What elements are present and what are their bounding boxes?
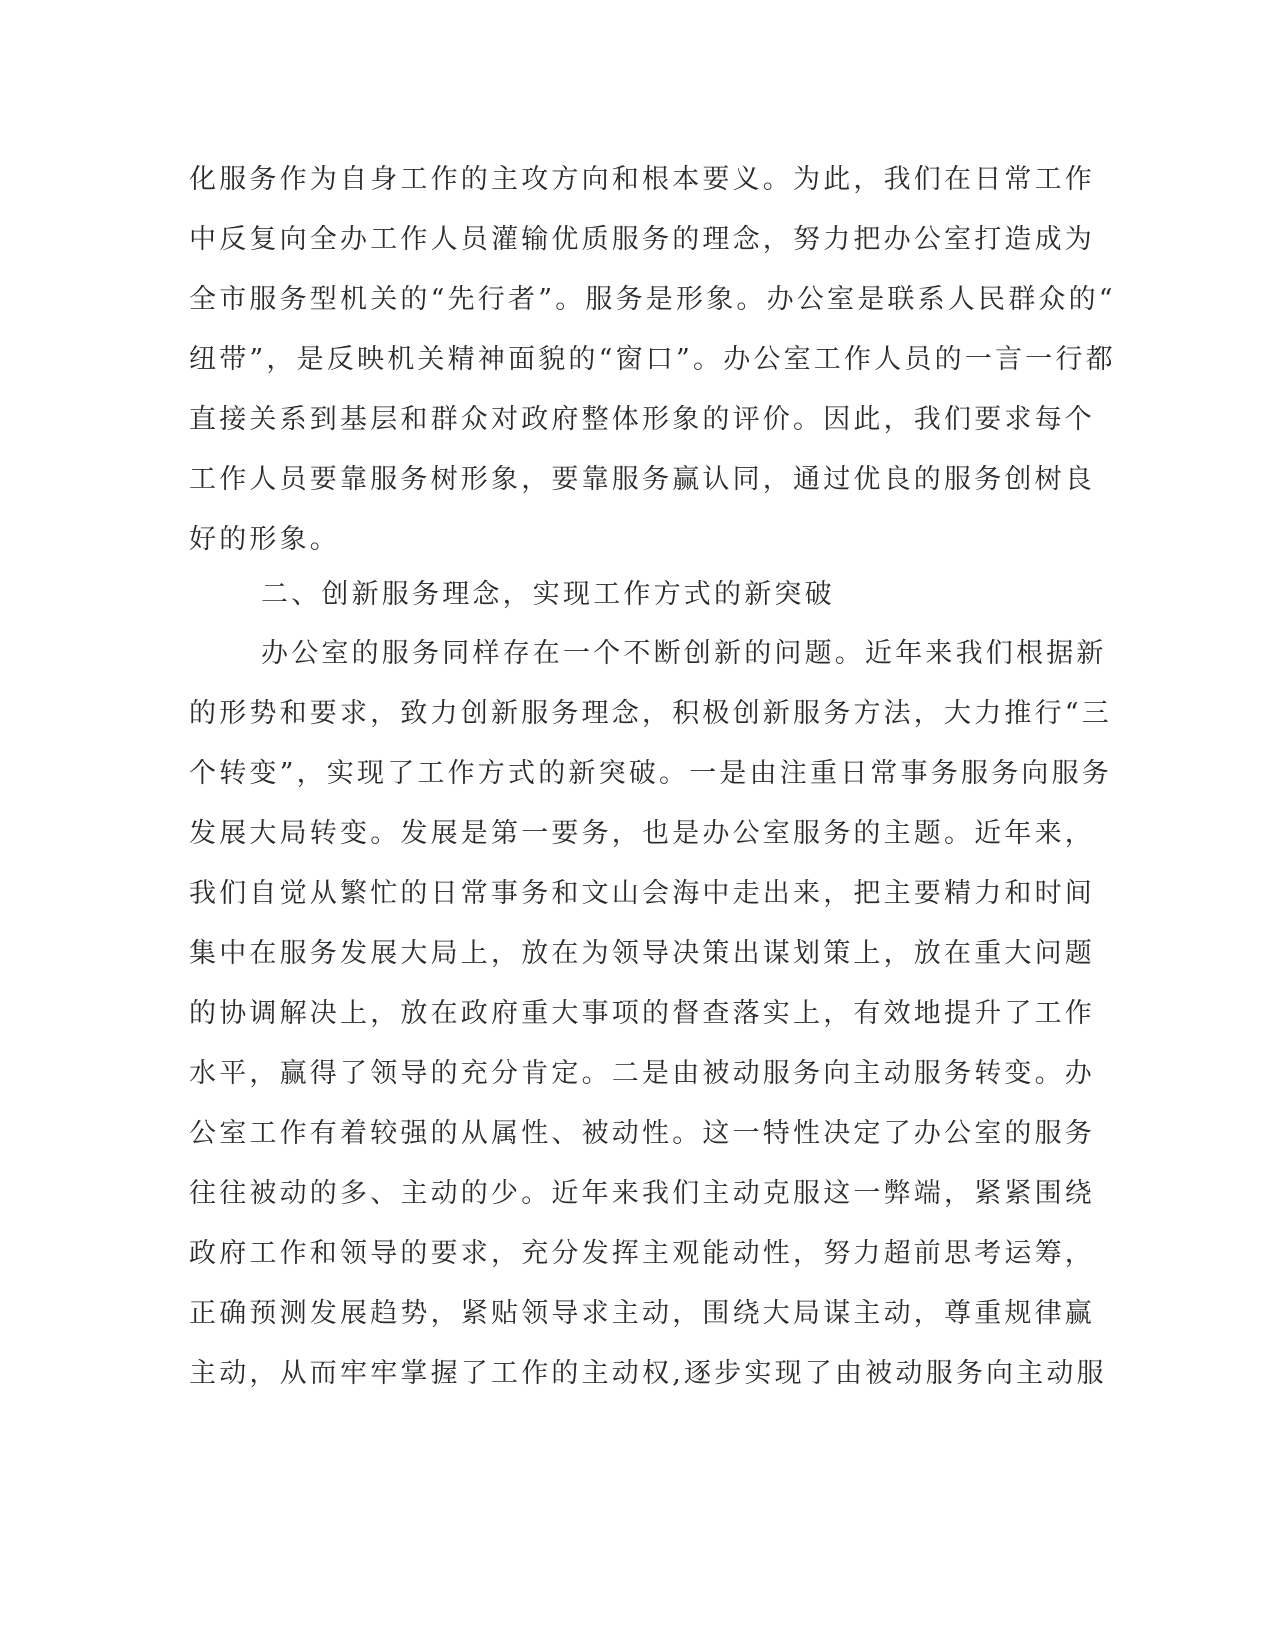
text-line: 发展大局转变。发展是第一要务，也是办公室服务的主题。近年来， xyxy=(189,818,1095,849)
text-line: 我们自觉从繁忙的日常事务和文山会海中走出来，把主要精力和时间 xyxy=(189,878,1095,909)
text-line: 中反复向全办工作人员灌输优质服务的理念，努力把办公室打造成为 xyxy=(189,224,1095,255)
text-line: 好的形象。 xyxy=(189,524,340,555)
text-line: 的协调解决上，放在政府重大事项的督查落实上，有效地提升了工作 xyxy=(189,998,1095,1029)
text-line: 往往被动的多、主动的少。近年来我们主动克服这一弊端，紧紧围绕 xyxy=(189,1178,1095,1209)
text-line: 化服务作为自身工作的主攻方向和根本要义。为此，我们在日常工作 xyxy=(189,164,1095,195)
section-heading-text: 二、创新服务理念，实现工作方式的新突破 xyxy=(261,579,835,610)
text-line: 办公室的服务同样存在一个不断创新的问题。近年来我们根据新 xyxy=(261,638,1107,669)
text-line: 直接关系到基层和群众对政府整体形象的评价。因此，我们要求每个 xyxy=(189,404,1095,435)
text-line: 的形势和要求，致力创新服务理念，积极创新服务方法，大力推行“三 xyxy=(189,698,1113,729)
paragraph xyxy=(189,624,1113,1404)
text-line: 纽带”，是反映机关精神面貌的“窗口”。办公室工作人员的一言一行都 xyxy=(189,344,1116,375)
text-line: 个转变”，实现了工作方式的新突破。一是由注重日常事务服务向服务 xyxy=(189,758,1113,789)
text-line: 工作人员要靠服务树形象，要靠服务赢认同，通过优良的服务创树良 xyxy=(189,464,1095,495)
text-line: 全市服务型机关的“先行者”。服务是形象。办公室是联系人民群众的“ xyxy=(189,284,1116,315)
paragraph-continued xyxy=(189,150,1116,570)
text-line: 水平，赢得了领导的充分肯定。二是由被动服务向主动服务转变。办 xyxy=(189,1058,1095,1089)
text-line: 公室工作有着较强的从属性、被动性。这一特性决定了办公室的服务 xyxy=(189,1118,1095,1149)
text-line: 集中在服务发展大局上，放在为领导决策出谋划策上，放在重大问题 xyxy=(189,938,1095,969)
text-line: 正确预测发展趋势，紧贴领导求主动，围绕大局谋主动，尊重规律赢 xyxy=(189,1298,1095,1329)
text-line: 主动，从而牢牢掌握了工作的主动权,逐步实现了由被动服务向主动服 xyxy=(189,1358,1107,1389)
section-heading xyxy=(189,565,1089,625)
text-line: 政府工作和领导的要求，充分发挥主观能动性，努力超前思考运筹， xyxy=(189,1238,1095,1269)
